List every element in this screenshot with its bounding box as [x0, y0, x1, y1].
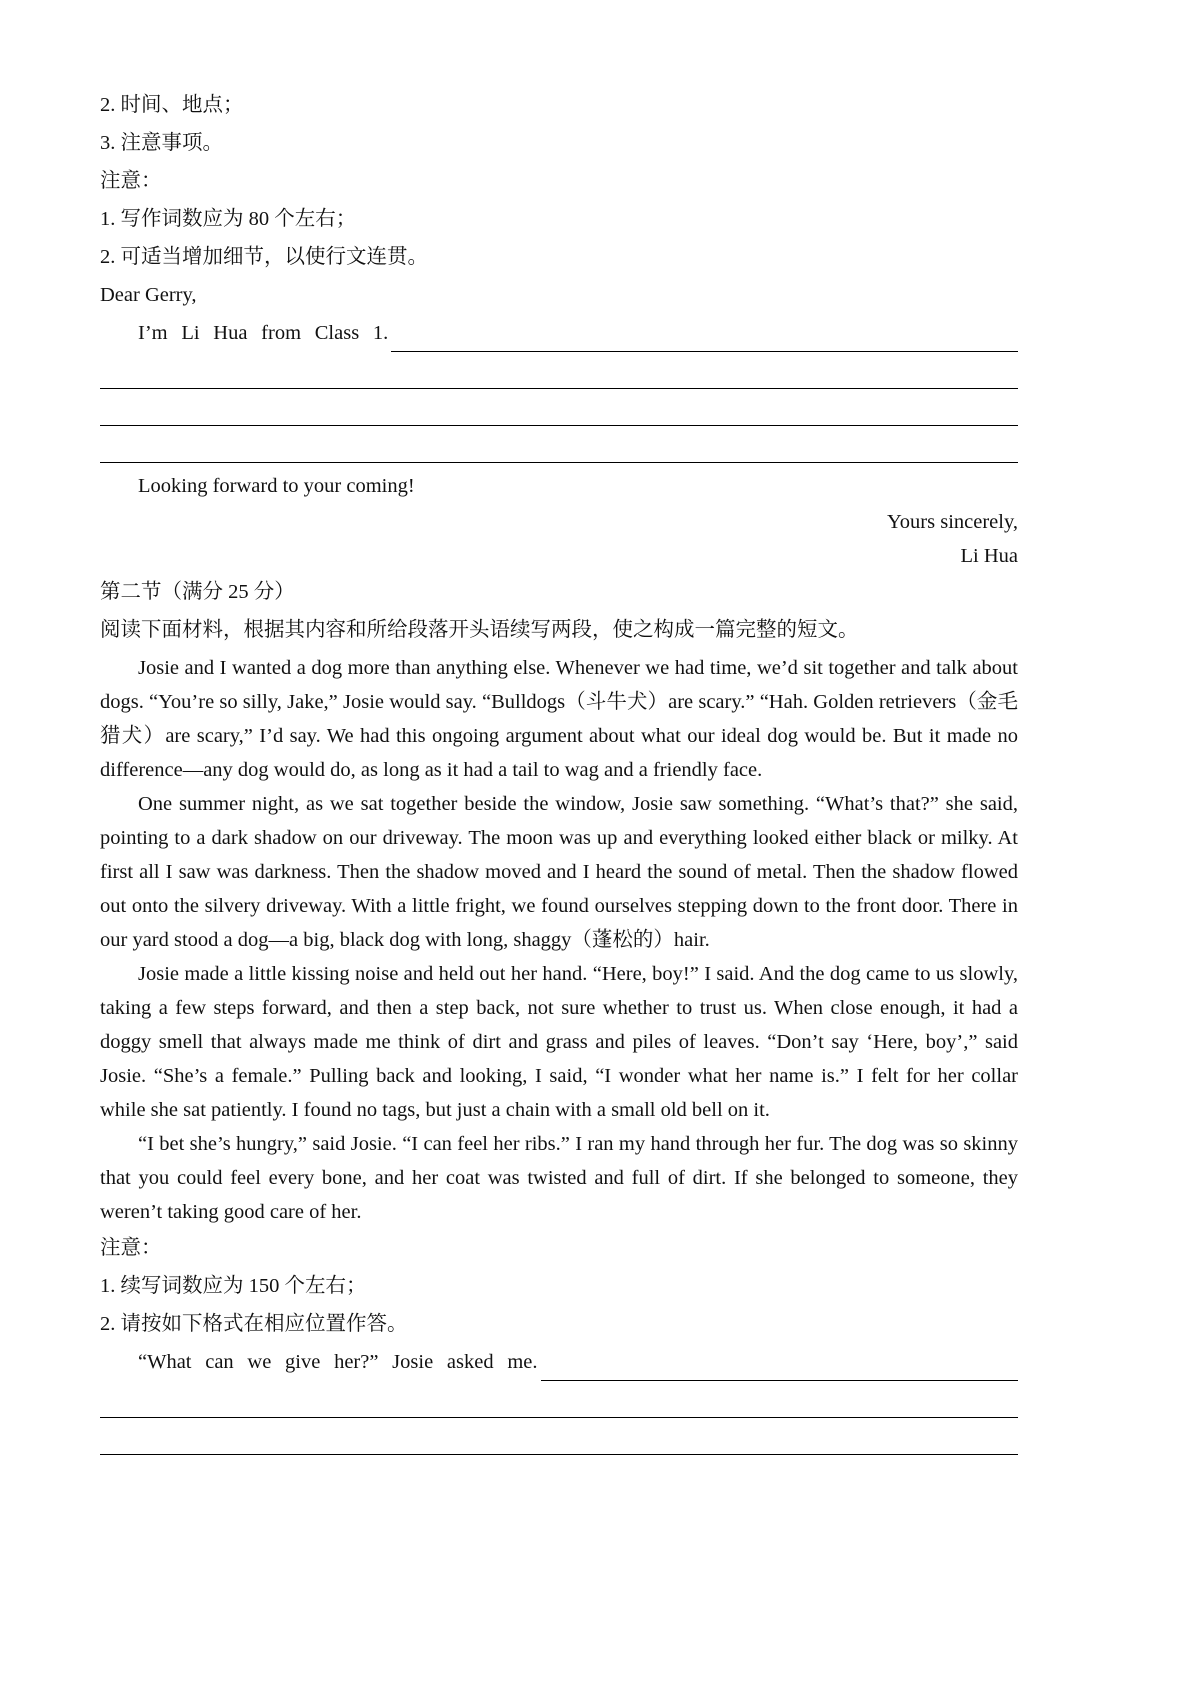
section2-instruction: 阅读下面材料，根据其内容和所给段落开头语续写两段，使之构成一篇完整的短文。: [100, 619, 859, 641]
story-paragraph-2: One summer night, as we sat together beside the window, Josie saw something. “What’s that?” she said, pointing to a dark shadow on our driveway. The moon was up and everything looked either black or milky. At first all I saw was darkness. Then the shadow moved and I heard the sound of metal. Then the shadow flowed out onto the silvery driveway. With a little fright, we found ourselves stepping down to the front door. There in our yard stood a dog—a big, black dog with long, shaggy（蓬松的）hair.: [100, 793, 1018, 951]
story-paragraph-1: Josie and I wanted a dog more than anything else. Whenever we had time, we’d sit together and talk about dogs. “You’re so silly, Jake,” Josie would say. “Bulldogs（斗牛犬）are scary.” “Hah. Golden retrievers（金毛猎犬）are scary,” I’d say. We had this ongoing argument about what our ideal dog would be. But it made no difference—any dog would do, as long as it had a tail to wag and a friendly face.: [100, 657, 1018, 781]
notice1-item-1: 1. 写作词数应为 80 个左右；: [100, 208, 357, 230]
notice2-label: 注意：: [100, 1237, 162, 1259]
continuation-answer-blanks: [100, 1381, 1018, 1455]
top-note-2: 2. 时间、地点；: [100, 94, 244, 116]
notice1-item-2: 2. 可适当增加细节，以使行文连贯。: [100, 246, 428, 268]
notice2-item-2: 2. 请按如下格式在相应位置作答。: [100, 1313, 408, 1335]
letter-closing: Looking forward to your coming!: [138, 475, 415, 497]
letter-opening-text: I’m Li Hua from Class 1.: [138, 322, 389, 344]
story-paragraph-3: Josie made a little kissing noise and held out her hand. “Here, boy!” I said. And the dog came to us slowly, taking a few steps forward, and then a step back, not sure whether to trust us. When close enough, it had a doggy smell that always made me think of dirt and grass and piles of leaves. “Don’t say ‘Here, boy’,” said Josie. “She’s a female.” Pulling back and looking, I said, “I wonder what her name is.” I felt for her collar while she sat patiently. I found no tags, but just a chain with a small old bell on it.: [100, 963, 1018, 1121]
answer-blank-row: [100, 426, 1018, 463]
section2-heading: 第二节（满分 25 分）: [100, 581, 295, 603]
notice2-item-1: 1. 续写词数应为 150 个左右；: [100, 1275, 367, 1297]
continuation-opening-text: “What can we give her?” Josie asked me.: [138, 1351, 538, 1373]
letter-signature: Li Hua: [960, 545, 1018, 567]
story-paragraph-4: “I bet she’s hungry,” said Josie. “I can feel her ribs.” I ran my hand through her fur. The dog was so skinny that you could feel every bone, and her coat was twisted and full of dirt. If she belonged to someone, they weren’t taking good care of her.: [100, 1133, 1018, 1223]
answer-blank-row: [100, 1381, 1018, 1418]
answer-blank-row: [100, 352, 1018, 389]
reading-material: [100, 651, 1018, 1229]
answer-blank-inline: [541, 1350, 1018, 1381]
letter-signoff: Yours sincerely,: [887, 511, 1018, 533]
answer-blank-row: [100, 1418, 1018, 1455]
letter-answer-blanks: [100, 352, 1018, 463]
notice1-label: 注意：: [100, 170, 162, 192]
answer-blank-inline: [391, 321, 1018, 352]
continuation-opening-line: [100, 1343, 1018, 1381]
answer-blank-row: [100, 389, 1018, 426]
letter-salutation: Dear Gerry,: [100, 284, 197, 306]
top-note-3: 3. 注意事项。: [100, 132, 223, 154]
letter-opening-line: [100, 314, 1018, 352]
